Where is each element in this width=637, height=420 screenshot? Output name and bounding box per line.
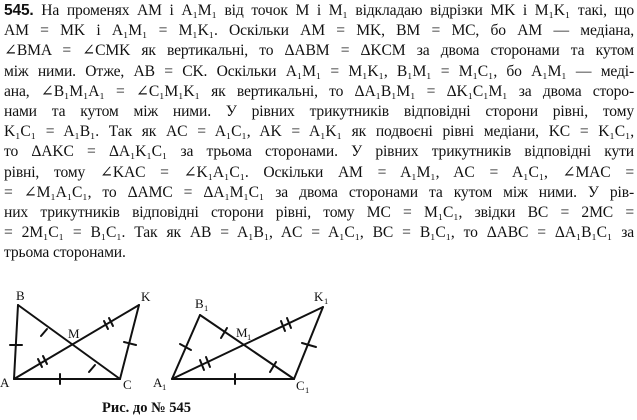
label-c: C bbox=[123, 377, 132, 392]
label-c1: C bbox=[296, 378, 305, 393]
figure-svg bbox=[0, 286, 360, 398]
tick-bm bbox=[41, 329, 47, 336]
label-m1: M bbox=[236, 325, 248, 340]
label-k1-sub: 1 bbox=[324, 296, 329, 306]
label-m: M bbox=[68, 326, 80, 341]
solution-line: між ними. Отже, AB = CK. Оскільки A₁M₁ = M₁K₁, B₁M₁ = M₁C₁, бо A₁M₁ — меді- bbox=[4, 62, 634, 80]
label-a: A bbox=[0, 375, 10, 390]
tick-mc bbox=[89, 365, 95, 372]
segment-kc bbox=[120, 305, 139, 379]
label-k1: K bbox=[314, 289, 324, 304]
solution-line: нами та кутом між ними. У рівних трикутників відповідні сторони рівні, тому bbox=[4, 102, 634, 120]
solution-line: = 2M₁C₁ = B₁C₁. Так як AB = A₁B₁, AC = A₁C₁, BC = B₁C₁, то ΔABC = ΔA₁B₁C₁ за bbox=[4, 224, 634, 242]
solution-text bbox=[4, 1, 634, 263]
problem-number: 545. bbox=[4, 2, 34, 19]
label-c1-sub: 1 bbox=[305, 385, 310, 395]
solution-line: трьома сторонами. bbox=[4, 244, 126, 262]
segment-ab bbox=[14, 305, 18, 379]
solution-line: то ΔAKC = ΔA₁K₁C₁ за трьома сторонами. У рівних трикутників відповідні кути bbox=[4, 143, 634, 161]
label-b1: B bbox=[195, 296, 204, 311]
solution-line: = ∠M₁A₁C₁, то ΔAMC = ΔA₁M₁C₁ за двома сторонами та кутом між ними. У рів- bbox=[4, 183, 634, 201]
label-k: K bbox=[141, 289, 151, 304]
figure-caption: Рис. до № 545 bbox=[102, 400, 192, 416]
label-a1-sub: 1 bbox=[162, 382, 167, 392]
solution-line: ∠BMA = ∠CMK як вертикальні, то ΔABM = ΔKCM за двома сторонами та кутом bbox=[4, 42, 634, 60]
geometry-figure bbox=[0, 286, 360, 398]
label-m1-sub: 1 bbox=[247, 332, 252, 342]
solution-line: рівні, тому ∠KAC = ∠K₁A₁C₁. Оскільки AM = A₁M₁, AC = A₁C₁, ∠MAC = bbox=[4, 163, 634, 181]
solution-line: ана, ∠B₁M₁A₁ = ∠C₁M₁K₁ як вертикальні, то ΔA₁B₁M₁ = ΔK₁C₁M₁ за двома сторо- bbox=[4, 82, 634, 100]
solution-line-text: На променях AM і A₁M₁ від точок M і M₁ відкладаю відрізки MK і M₁K₁ такі, що bbox=[41, 2, 635, 19]
label-a1: A bbox=[153, 375, 163, 390]
solution-line: K₁C₁ = A₁B₁. Так як AC = A₁C₁, AK = A₁K₁ як подвоєні рівні медіани, KC = K₁C₁, bbox=[4, 123, 634, 141]
solution-line bbox=[4, 1, 634, 21]
segment-a1k1 bbox=[172, 307, 323, 379]
solution-line: AM = MK і A₁M₁ = M₁K₁. Оскільки AM = MK, BM = MC, бо AM — медіана, bbox=[4, 22, 634, 40]
label-b: B bbox=[16, 288, 25, 303]
label-b1-sub: 1 bbox=[204, 303, 209, 313]
solution-line: них трикутників відповідні сторони рівні, тому MC = M₁C₁, звідки BC = 2MC = bbox=[4, 203, 634, 221]
